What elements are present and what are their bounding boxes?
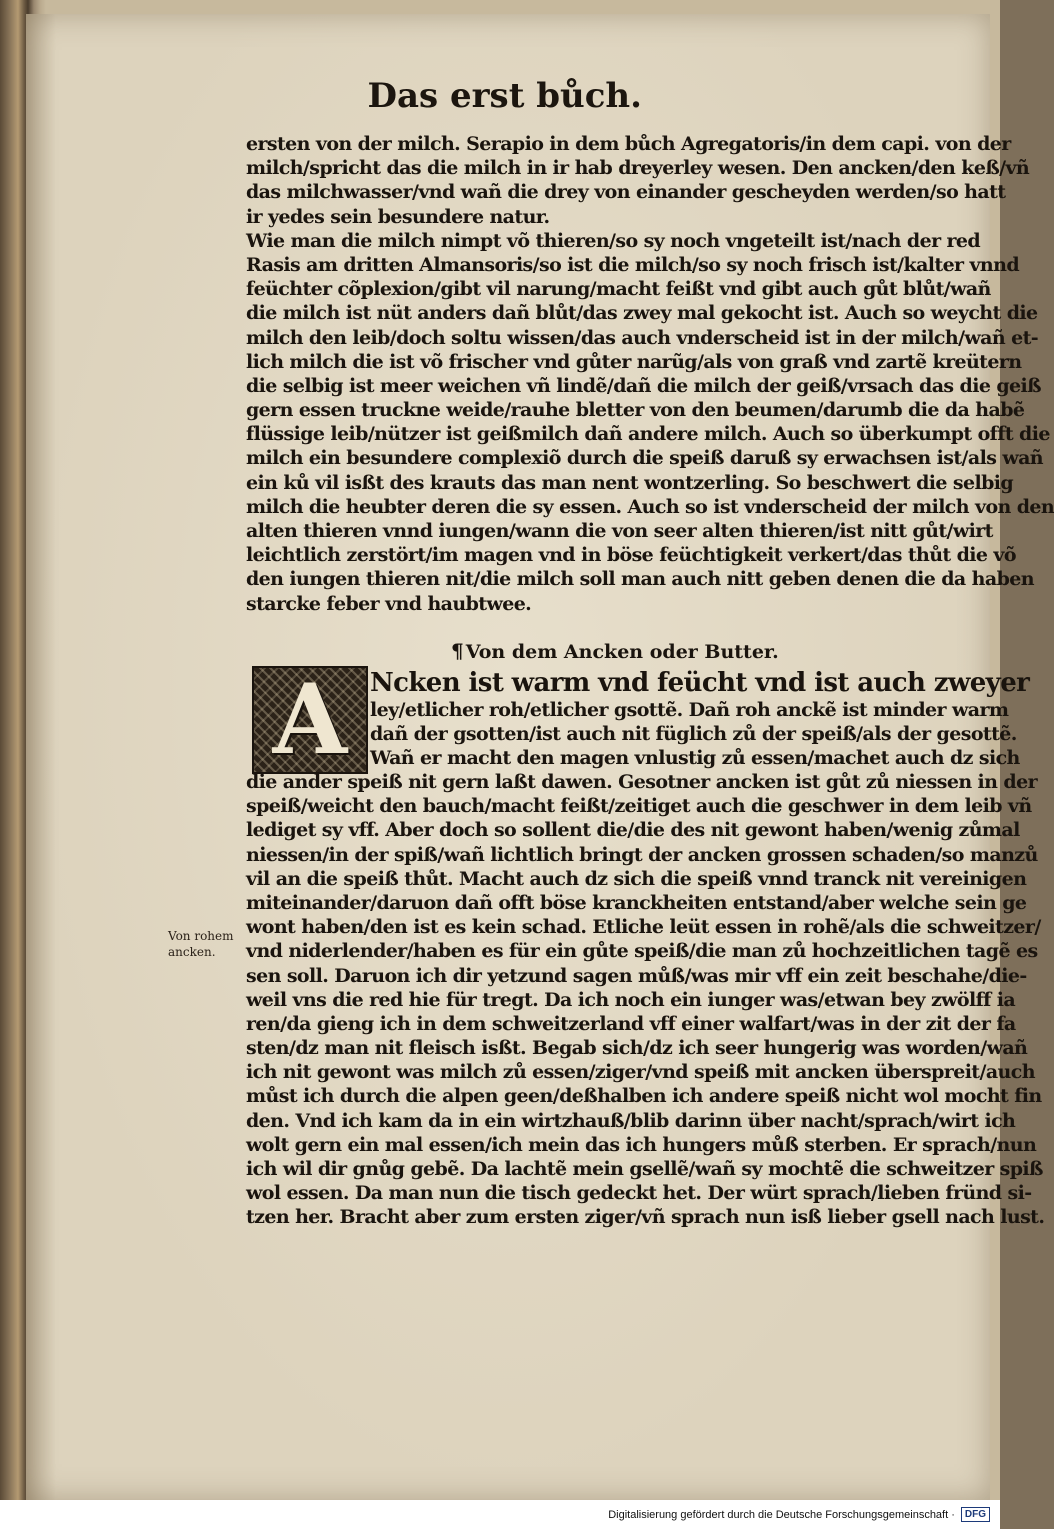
text-line: miteinander/daruon dañ offt böse kranckheiten entstand/aber welche sein ge xyxy=(246,891,1027,914)
text-line: ich nit gewont was milch zů essen/ziger/vnd speiß mit ancken überspreit/auch xyxy=(246,1061,1035,1084)
text-line: die milch ist nüt anders dañ blůt/das zwey mal gekocht ist. Auch so weycht die xyxy=(246,302,1038,325)
text-line: dañ der gsotten/ist auch nit füglich zů der speiß/als der gesottẽ. xyxy=(370,723,1017,746)
text-line: sen soll. Daruon ich dir yetzund sagen můß/was mir vff ein zeit beschahe/die‑ xyxy=(246,964,1027,987)
text-line: gern essen truckne weide/rauhe bletter von den beumen/darumb die da habẽ xyxy=(246,399,1025,422)
text-line: ley/etlicher roh/etlicher gsottẽ. Dañ roh anckẽ ist minder warm xyxy=(370,699,1009,721)
text-line: tzen her. Bracht aber zum ersten ziger/vñ sprach nun isß lieber gsell nach lust. xyxy=(246,1206,1045,1229)
text-line: alten thieren vnnd iungen/wann die von seer alten thieren/ist nitt gůt/wirt xyxy=(246,520,993,542)
text-line: milch den leib/doch soltu wissen/das auch vnderscheid ist in der milch/wañ et‑ xyxy=(246,326,1039,349)
dfg-logo-icon: DFG xyxy=(961,1507,990,1522)
text-line: milch ein besundere complexiõ durch die speiß daruß sy erwachsen ist/als wañ xyxy=(246,447,1044,470)
margin-note xyxy=(168,928,248,960)
text-line: milch/spricht das die milch in ir hab dreyerley wesen. Den ancken/den keß/vñ xyxy=(246,157,1030,180)
body-text-part2 xyxy=(246,770,1045,1230)
book-page xyxy=(26,14,1054,1500)
text-line: den. Vnd ich kam da in ein wirtzhauß/blib darinn über nacht/sprach/wirt ich xyxy=(246,1109,1016,1132)
text-line: můst ich durch die alpen geen/deßhalben ich andere speiß nicht wol mocht fin xyxy=(246,1085,1042,1108)
text-line: vnd niderlender/haben es für ein gůte speiß/die man zů hochzeitlichen tagẽ es xyxy=(246,940,1038,963)
footer-bar xyxy=(0,1500,1000,1529)
text-line: ersten von der milch. Serapio in dem bůch Agregatoris/in dem capi. von der xyxy=(246,133,1011,155)
text-line: Ncken ist warm vnd feücht vnd ist auch zweyer xyxy=(370,668,1030,698)
text-line: ren/da gieng ich in dem schweitzerland vff einer walfart/was in der zit der fa xyxy=(246,1012,1016,1035)
text-line: den iungen thieren nit/die milch soll man auch nitt geben denen die da haben xyxy=(246,568,1034,591)
text-line: flüssige leib/nützer ist geißmilch dañ andere milch. Auch so überkumpt offt die xyxy=(246,423,1050,446)
text-line: weil vns die red hie für tregt. Da ich noch ein iunger was/etwan bey zwölff ia xyxy=(246,988,1016,1011)
pilcrow-icon: ¶ xyxy=(451,639,464,663)
text-line: wol essen. Da man nun die tisch gedeckt het. Der würt sprach/lieben fründ si‑ xyxy=(246,1182,1032,1205)
body-text-beside-initial xyxy=(370,668,1030,771)
text-line: Wie man die milch nimpt võ thieren/so sy noch vngeteilt ist/nach der red xyxy=(246,229,981,252)
text-line: ir yedes sein besundere natur. xyxy=(246,205,550,228)
text-line: lich milch die ist võ frischer vnd gůter narũg/als von graß vnd zartẽ kreütern xyxy=(246,350,1022,373)
section-heading xyxy=(451,639,779,663)
decorated-initial xyxy=(252,663,368,776)
text-line: sten/dz man nit fleisch isßt. Begab sich/dz ich seer hungerig was worden/wañ xyxy=(246,1037,1028,1060)
margin-note-line: Von rohem xyxy=(168,929,234,943)
running-head: Das erst bůch. xyxy=(367,76,642,116)
text-line: Wañ er macht den magen vnlustig zů essen/machet auch dz sich xyxy=(370,747,1020,770)
text-line: ich wil dir gnůg gebẽ. Da lachtẽ mein gsellẽ/wañ sy mochtẽ die schweitzer spiß xyxy=(246,1158,1043,1180)
text-line: starcke feber vnd haubtwee. xyxy=(246,592,532,615)
text-line: das milchwasser/vnd wañ die drey von einander gescheyden werden/so hatt xyxy=(246,181,1006,204)
footer-credit: Digitalisierung gefördert durch die Deutsche Forschungsgemeinschaft · xyxy=(608,1508,955,1521)
text-line: lediget sy vff. Aber doch so sollent die/die des nit gewont haben/wenig zůmal xyxy=(246,819,1020,842)
text-line: wont haben/den ist es kein schad. Etliche leüt essen in rohẽ/als die schweitzer/ xyxy=(246,916,1041,939)
text-line: die ander speiß nit gern laßt dawen. Gesotner ancken ist gůt zů niessen in der xyxy=(246,771,1037,793)
initial-letter: A xyxy=(272,663,348,776)
text-line: niessen/in der spiß/wañ lichtlich bringt der ancken grossen schaden/so manzů xyxy=(246,843,1038,866)
text-line: wolt gern ein mal essen/ich mein das ich hungers můß sterben. Er sprach/nun xyxy=(246,1133,1037,1156)
margin-note-line: ancken. xyxy=(168,945,216,959)
text-line: Rasis am dritten Almansoris/so ist die milch/so sy noch frisch ist/kalter vnnd xyxy=(246,253,1020,276)
text-line: speiß/weicht den bauch/macht feißt/zeitiget auch die geschwer in dem leib vñ xyxy=(246,795,1032,818)
text-line: ein ků vil isßt des krauts das man nent wontzerling. So beschwert die selbig xyxy=(246,471,1014,494)
text-line: die selbig ist meer weichen vñ lindẽ/dañ die milch der geiß/vrsach das die geiß xyxy=(246,374,1041,397)
section-heading-text: Von dem Ancken oder Butter. xyxy=(465,641,779,663)
text-line: vil an die speiß thůt. Macht auch dz sich die speiß vnnd tranck nit vereinigen xyxy=(246,867,1027,890)
text-line: leichtlich zerstört/im magen vnd in böse feüchtigkeit verkert/das thůt die võ xyxy=(246,544,1016,567)
text-line: feüchter cõplexion/gibt vil narung/macht feißt vnd gibt auch gůt blůt/wañ xyxy=(246,278,991,301)
body-text-part1 xyxy=(246,132,1054,616)
text-line: milch die heubter deren die sy essen. Auch so ist vnderscheid der milch von den xyxy=(246,495,1054,518)
